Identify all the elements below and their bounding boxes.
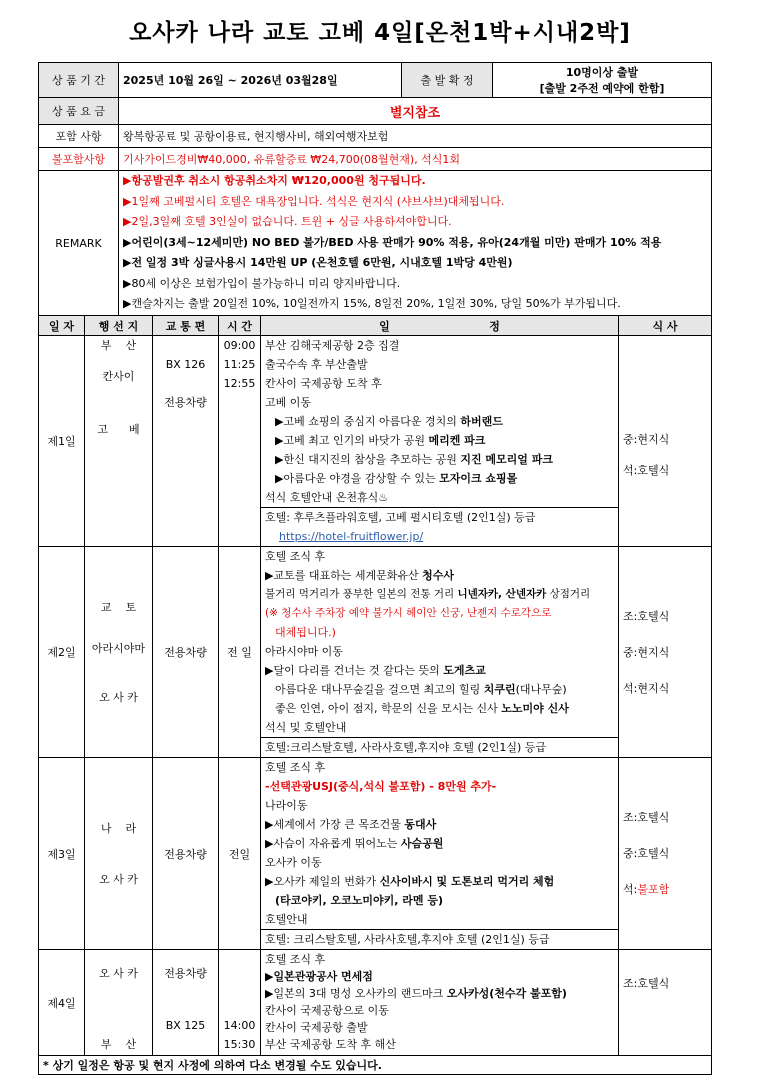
day2-row [39, 547, 712, 758]
day4-meals [619, 950, 712, 1056]
meal-lunch: 중:호텔식 [623, 847, 670, 860]
day2-places [85, 547, 153, 758]
day4-label: 제4일 [39, 950, 85, 1056]
itinerary-line [265, 872, 614, 891]
day3-hotel-box [261, 929, 618, 949]
line-text: ▶사슴이 자유롭게 뛰어노는 [265, 837, 401, 850]
day1-row [39, 336, 712, 547]
itinerary-line: ▶일본관광공사 면세점 [265, 970, 373, 983]
itinerary-line [265, 661, 614, 680]
line-text: 불거리 먹거리가 풍부한 일본의 전통 거리 [265, 588, 458, 600]
remark-item: ▶항공발권후 취소시 항공취소차지 ₩120,000원 청구됩니다. [123, 174, 426, 188]
day1-flight: BX 126 [165, 358, 206, 371]
header-meal: 식 사 [619, 316, 712, 336]
day4-row [39, 950, 712, 1056]
day4-flight: BX 125 [165, 1019, 206, 1032]
price-value: 별지참조 [119, 98, 712, 125]
day1-time: 11:25 [223, 358, 256, 371]
day3-places [85, 758, 153, 950]
itinerary-line: 부산 김해국제공항 2층 집결 [265, 339, 400, 352]
day4-time: 14:00 [223, 1019, 256, 1032]
included-label: 포함 사항 [39, 125, 119, 148]
itinerary-line [265, 412, 614, 431]
remark-item: ▶80세 이상은 보험가입이 불가능하니 미리 양지바랍니다. [123, 276, 401, 290]
line-text: ▶달이 다리를 건너는 것 같다는 뜻의 [265, 664, 444, 677]
remark-item: ▶전 일정 3박 싱글사용시 14만원 UP (온천호텔 6만원, 시내호텔 1박당 4만원) [123, 256, 513, 270]
itinerary-line [265, 699, 614, 718]
price-label: 상 품 요 금 [39, 98, 119, 125]
day1-time: 09:00 [223, 339, 256, 352]
remark-label: REMARK [39, 171, 119, 316]
highlight-text: 노노미야 신사 [501, 702, 569, 715]
itinerary-line [265, 450, 614, 469]
departure-label: 출 발 확 정 [402, 63, 493, 98]
itinerary-line [265, 469, 614, 488]
itinerary-line: 오사카 이동 [265, 856, 322, 869]
day2-time: 전 일 [219, 547, 261, 758]
highlight-text: 동대사 [404, 818, 437, 831]
highlight-text: 니넨자카, 산넨자카 [457, 588, 547, 600]
highlight-text: 메리켄 파크 [428, 434, 486, 447]
day3-time: 전일 [219, 758, 261, 950]
meal-dinner [623, 880, 707, 899]
day2-itinerary [261, 547, 619, 758]
highlight-text: 지진 메모리얼 파크 [460, 453, 554, 466]
itinerary-line [265, 680, 614, 699]
itinerary-line: 호텔 조식 후 [265, 550, 326, 563]
header-day: 일 자 [39, 316, 85, 336]
schedule-table [38, 315, 712, 1075]
included-value: 왕복항공료 및 공항이용료, 현지행사비, 해외여행자보험 [119, 125, 712, 148]
day2-transport: 전용차량 [153, 547, 219, 758]
day1-label: 제1일 [39, 336, 85, 547]
day2-hotel: 호텔:크리스탈호텔, 사라사호텔,후지야 호텔 (2인1실) 등급 [265, 741, 547, 754]
excluded-label: 불포함사항 [39, 148, 119, 171]
meal-breakfast: 조:호텔식 [623, 977, 670, 990]
line-text: 아름다운 대나무숲길을 걸으면 최고의 힐링 [275, 683, 484, 696]
itinerary-line: (타코야키, 오코노미야키, 라멘 등) [275, 894, 444, 907]
remark-item: ▶2일,3일째 호텔 3인실이 없습니다. 트윈 + 싱글 사용하셔야합니다. [123, 215, 452, 229]
line-text: ▶교토를 대표하는 세계문화유산 [265, 569, 423, 582]
day3-place: 오 사 카 [99, 872, 138, 886]
line-text: ▶한신 대지진의 참상을 추모하는 공원 [275, 453, 461, 466]
day1-time: 12:55 [223, 377, 256, 390]
itinerary-line [265, 566, 614, 585]
meal-breakfast: 조:호텔식 [623, 609, 670, 623]
meal-lunch: 중:현지식 [623, 433, 670, 446]
itinerary-line [265, 834, 614, 853]
day1-vehicle: 전용차량 [164, 396, 207, 409]
day2-meals [619, 547, 712, 758]
hotel-link[interactable]: https://hotel-fruitflower.jp/ [279, 530, 424, 543]
meal-dinner: 석:호텔식 [623, 464, 670, 477]
itinerary-line: 부산 국제공항 도착 후 해산 [265, 1038, 396, 1051]
day4-time: 15:30 [223, 1038, 256, 1051]
highlight-text: 치쿠린 [483, 683, 516, 696]
day3-meals [619, 758, 712, 950]
header-time: 시 간 [219, 316, 261, 336]
day2-place: 아라시야마 [91, 641, 146, 655]
page-title: 오사카 나라 교토 고베 4일[온천1박+시내2박] [129, 20, 631, 46]
line-text: 좋은 인연, 아이 점지, 학문의 신을 모시는 신사 [275, 702, 502, 715]
day1-itinerary [261, 336, 619, 547]
day3-row [39, 758, 712, 950]
highlight-text: 신사이바시 및 도톤보리 먹거리 체험 [379, 875, 555, 888]
itinerary-line: 칸사이 국제공항으로 이동 [265, 1004, 389, 1017]
meal-lunch: 중:현지식 [623, 645, 670, 659]
remark-item: ▶캔슬차지는 출발 20일전 10%, 10일전까지 15%, 8일전 20%, 1일전 30%, 당일 50%가 부가됩니다. [123, 297, 621, 311]
highlight-text: 오사카성(천수각 불포함) [446, 987, 567, 1000]
price-row [39, 98, 712, 125]
day3-place: 나 라 [100, 821, 137, 835]
footer-row [39, 1056, 712, 1075]
itinerary-line: 아라시야마 이동 [265, 645, 343, 658]
departure-line-2: [출발 2주전 예약에 한함] [539, 82, 665, 95]
itinerary-line: 출국수속 후 부산출발 [265, 358, 368, 371]
itinerary-line [265, 431, 614, 450]
itinerary-line: 호텔 조식 후 [265, 761, 326, 774]
itinerary-line: 호텔안내 [265, 913, 308, 926]
day3-label: 제3일 [39, 758, 85, 950]
highlight-text: 도게츠교 [443, 664, 486, 677]
header-itinerary: 일 정 [261, 316, 619, 336]
included-row [39, 125, 712, 148]
day1-times [219, 336, 261, 547]
header-place: 행 선 지 [85, 316, 153, 336]
optional-tour: -선택관광USJ(중식,석식 불포함) - 8만원 추가- [265, 780, 497, 793]
day1-place: 칸사이 [102, 370, 135, 383]
excluded-value: 기사가이드경비₩40,000, 유류할증료 ₩24,700(08월현재), 석식1회 [119, 148, 712, 171]
line-text: ▶일본의 3대 명성 오사카의 랜드마크 [265, 987, 447, 1000]
excluded-row [39, 148, 712, 171]
highlight-text: 하버랜드 [460, 415, 503, 428]
line-text: ▶고베 쇼핑의 중심지 아름다운 경치의 [275, 415, 461, 428]
meal-breakfast: 조:호텔식 [623, 811, 670, 824]
itinerary-line: 칸사이 국제공항 도착 후 [265, 377, 382, 390]
meal-dinner: 석:현지식 [623, 681, 670, 695]
itinerary-line: 호텔 조식 후 [265, 953, 326, 966]
highlight-text: 모자이크 쇼핑몰 [439, 472, 518, 485]
period-row [39, 63, 712, 98]
day4-place: 부 산 [100, 1038, 137, 1051]
itinerary-line: 석식 및 호텔안내 [265, 721, 347, 734]
day2-label: 제2일 [39, 547, 85, 758]
footer-note: * 상기 일정은 항공 및 현지 사정에 의하여 다소 변경될 수도 있습니다. [39, 1056, 712, 1075]
remark-row [39, 171, 712, 316]
meal-label: 석: [623, 883, 638, 896]
line-text: ▶세계에서 가장 큰 목조건물 [265, 818, 405, 831]
day3-itinerary [261, 758, 619, 950]
day1-hotel-box [261, 507, 618, 546]
day3-hotel: 호텔: 크리스탈호텔, 사라사호텔,후지야 호텔 (2인1실) 등급 [265, 933, 550, 946]
departure-line-1: 10명이상 출발 [565, 66, 639, 79]
day4-place: 오 사 카 [99, 967, 138, 980]
day1-meals [619, 336, 712, 547]
line-text: ▶오사카 제일의 번화가 [265, 875, 380, 888]
itinerary-line: 석식 호텔안내 온천휴식♨ [265, 491, 389, 504]
itinerary-line: 고베 이동 [265, 396, 312, 409]
day2-hotel-box [261, 737, 618, 757]
day4-transport [153, 950, 219, 1056]
day1-hotel: 호텔: 후루츠플라워호텔, 고베 펄시티호텔 (2인1실) 등급 [265, 511, 536, 524]
day2-place: 오 사 카 [99, 690, 138, 704]
itinerary-note: (※ 청수사 주차장 예약 불가시 헤이안 신궁, 난젠지 수로각으로 [265, 607, 552, 619]
info-table [38, 62, 712, 316]
schedule-header [39, 316, 712, 336]
meal-excluded: 불포함 [637, 883, 670, 896]
day1-place: 부 산 [100, 339, 137, 352]
itinerary-line: 칸사이 국제공항 출발 [265, 1021, 368, 1034]
day3-transport: 전용차량 [153, 758, 219, 950]
remark-list [119, 171, 712, 316]
departure-value [493, 63, 712, 98]
highlight-text: 사슴공원 [400, 837, 444, 850]
line-text: (대나무숲) [515, 683, 567, 696]
day4-vehicle: 전용차량 [164, 967, 207, 980]
day4-places [85, 950, 153, 1056]
itinerary-line [265, 815, 614, 834]
line-text: ▶아름다운 야경을 감상할 수 있는 [275, 472, 440, 485]
itinerary-note: 대체됩니다.) [275, 626, 336, 639]
itinerary-line [265, 985, 614, 1002]
itinerary-line [265, 585, 614, 604]
highlight-text: 청수사 [422, 569, 454, 582]
day1-place: 고 베 [97, 423, 140, 436]
day2-place: 교 토 [100, 600, 137, 614]
itinerary-line: 나라이동 [265, 799, 308, 812]
day4-times [219, 950, 261, 1056]
period-value: 2025년 10월 26일 ~ 2026년 03월28일 [119, 63, 402, 98]
remark-item: ▶1일째 고베펄시티 호텔은 대욕장입니다. 석식은 현지식 (샤브샤브)대체됩니다. [123, 194, 505, 208]
remark-item: ▶어린이(3세~12세미만) NO BED 불가/BED 사용 판매가 90% 적용, 유아(24개월 미만) 판매가 10% 적용 [123, 235, 662, 249]
day4-itinerary [261, 950, 619, 1056]
line-text: ▶고베 최고 인기의 바닷가 공원 [275, 434, 429, 447]
day1-places [85, 336, 153, 547]
line-text: 상점거리 [546, 588, 591, 600]
header-transport: 교 통 편 [153, 316, 219, 336]
day1-transport [153, 336, 219, 547]
period-label: 상 품 기 간 [39, 63, 119, 98]
